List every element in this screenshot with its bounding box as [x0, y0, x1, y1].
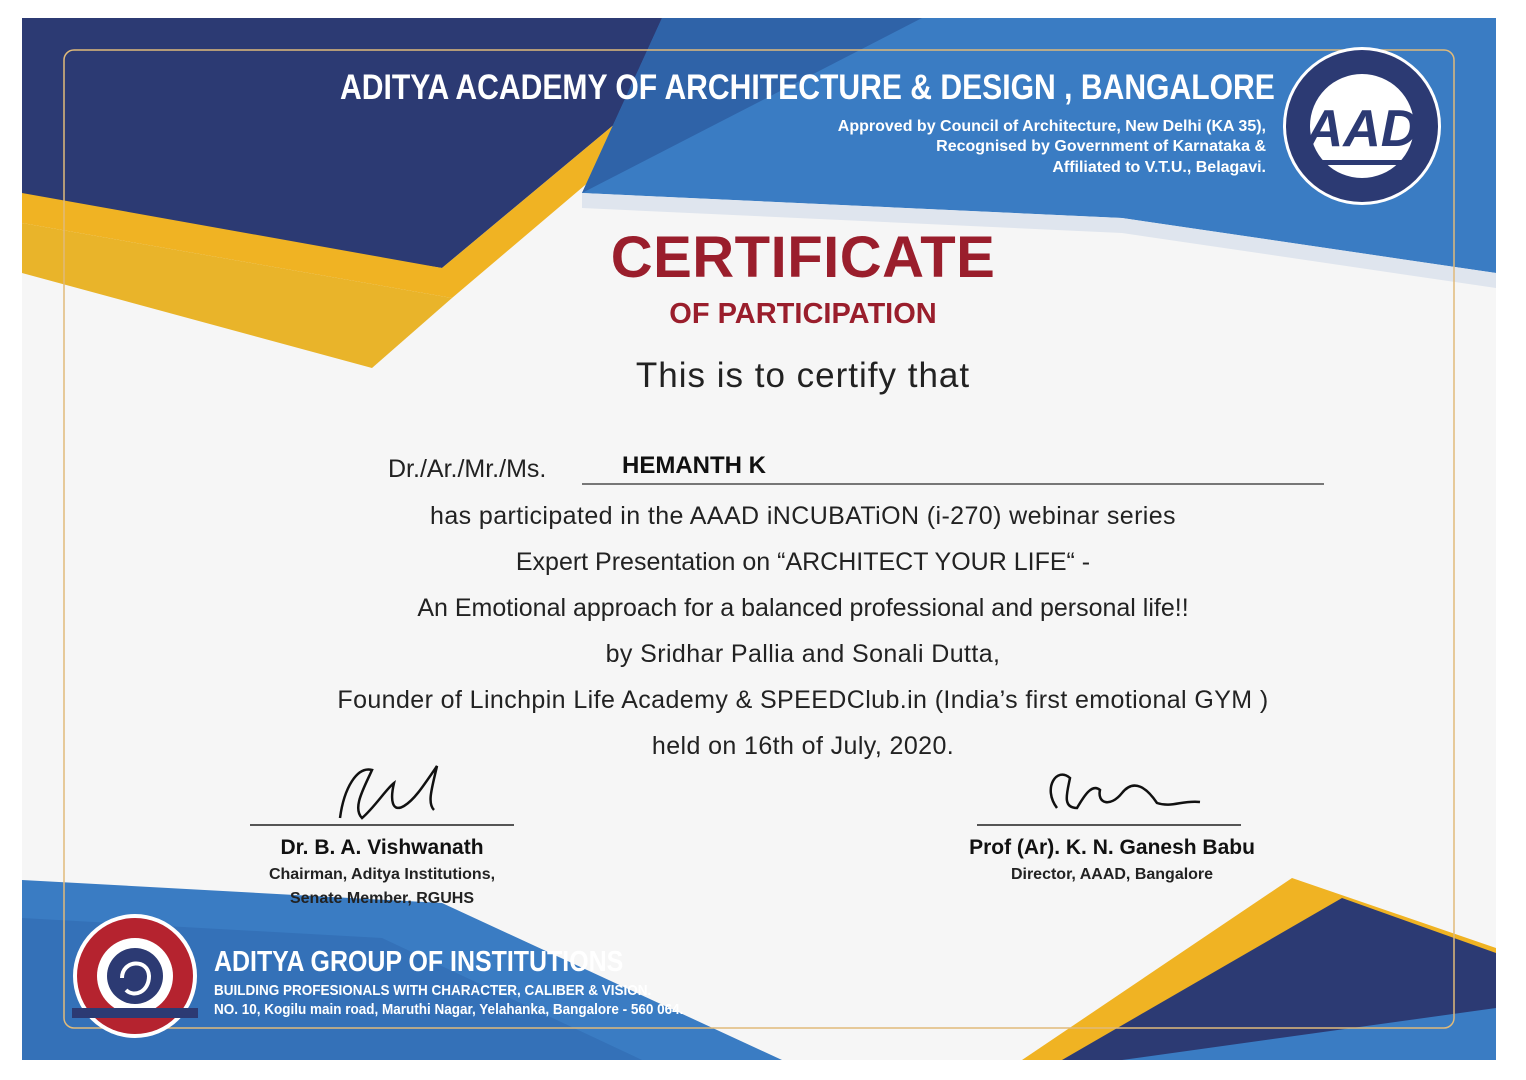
signatory-left-role-2: Senate Member, RGUHS — [289, 890, 475, 907]
name-prefix: Dr./Ar./Mr./Ms. — [388, 455, 547, 483]
footer-address: NO. 10, Kogilu main road, Maruthi Nagar, Yelahanka, Bangalore - 560 064. — [214, 1001, 684, 1018]
body-line-2: Expert Presentation on “ARCHITECT YOUR LIFE“ - — [515, 548, 1091, 576]
signature-line-right — [977, 824, 1241, 826]
institution-title: ADITYA ACADEMY OF ARCHITECTURE & DESIGN , BANGALORE — [340, 68, 1275, 107]
signatory-left-role-1: Chairman, Aditya Institutions, — [268, 866, 496, 883]
signatory-right-role: Director, AAAD, Bangalore — [1010, 866, 1214, 883]
body-line-3: An Emotional approach for a balanced professional and personal life!! — [417, 594, 1189, 622]
body-line-1: has participated in the AAAD iNCUBATiON (i-270) webinar series — [430, 502, 1176, 530]
svg-text:AAD: AAD — [1305, 100, 1419, 158]
signature-right — [1051, 775, 1200, 808]
participant-name: HEMANTH K — [622, 452, 766, 479]
approval-line-3: Affiliated to V.T.U., Belagavi. — [1052, 159, 1266, 176]
name-underline — [582, 483, 1324, 485]
body-line-4: by Sridhar Pallia and Sonali Dutta, — [605, 640, 1001, 668]
aditya-institutions-seal-icon — [72, 914, 198, 1038]
certificate-subtitle: OF PARTICIPATION — [669, 298, 937, 330]
approval-line-2: Recognised by Government of Karnataka & — [936, 138, 1266, 155]
aad-logo-icon — [1283, 47, 1441, 205]
signature-left — [340, 766, 437, 818]
certify-text: This is to certify that — [635, 356, 971, 395]
certificate-title: CERTIFICATE — [610, 225, 996, 290]
approval-line-1: Approved by Council of Architecture, New Delhi (KA 35), — [837, 118, 1266, 135]
certificate — [22, 18, 1496, 1060]
footer-title: ADITYA GROUP OF INSTITUTIONS — [214, 946, 624, 978]
signature-line-left — [250, 824, 514, 826]
signatory-right-name: Prof (Ar). K. N. Ganesh Babu — [969, 836, 1255, 859]
footer-tagline: BUILDING PROFESIONALS WITH CHARACTER, CALIBER & VISION. — [214, 982, 652, 999]
body-line-5: Founder of Linchpin Life Academy & SPEEDClub.in (India’s first emotional GYM ) — [337, 686, 1269, 714]
signatory-left-name: Dr. B. A. Vishwanath — [280, 836, 484, 859]
body-line-6: held on 16th of July, 2020. — [651, 732, 955, 760]
